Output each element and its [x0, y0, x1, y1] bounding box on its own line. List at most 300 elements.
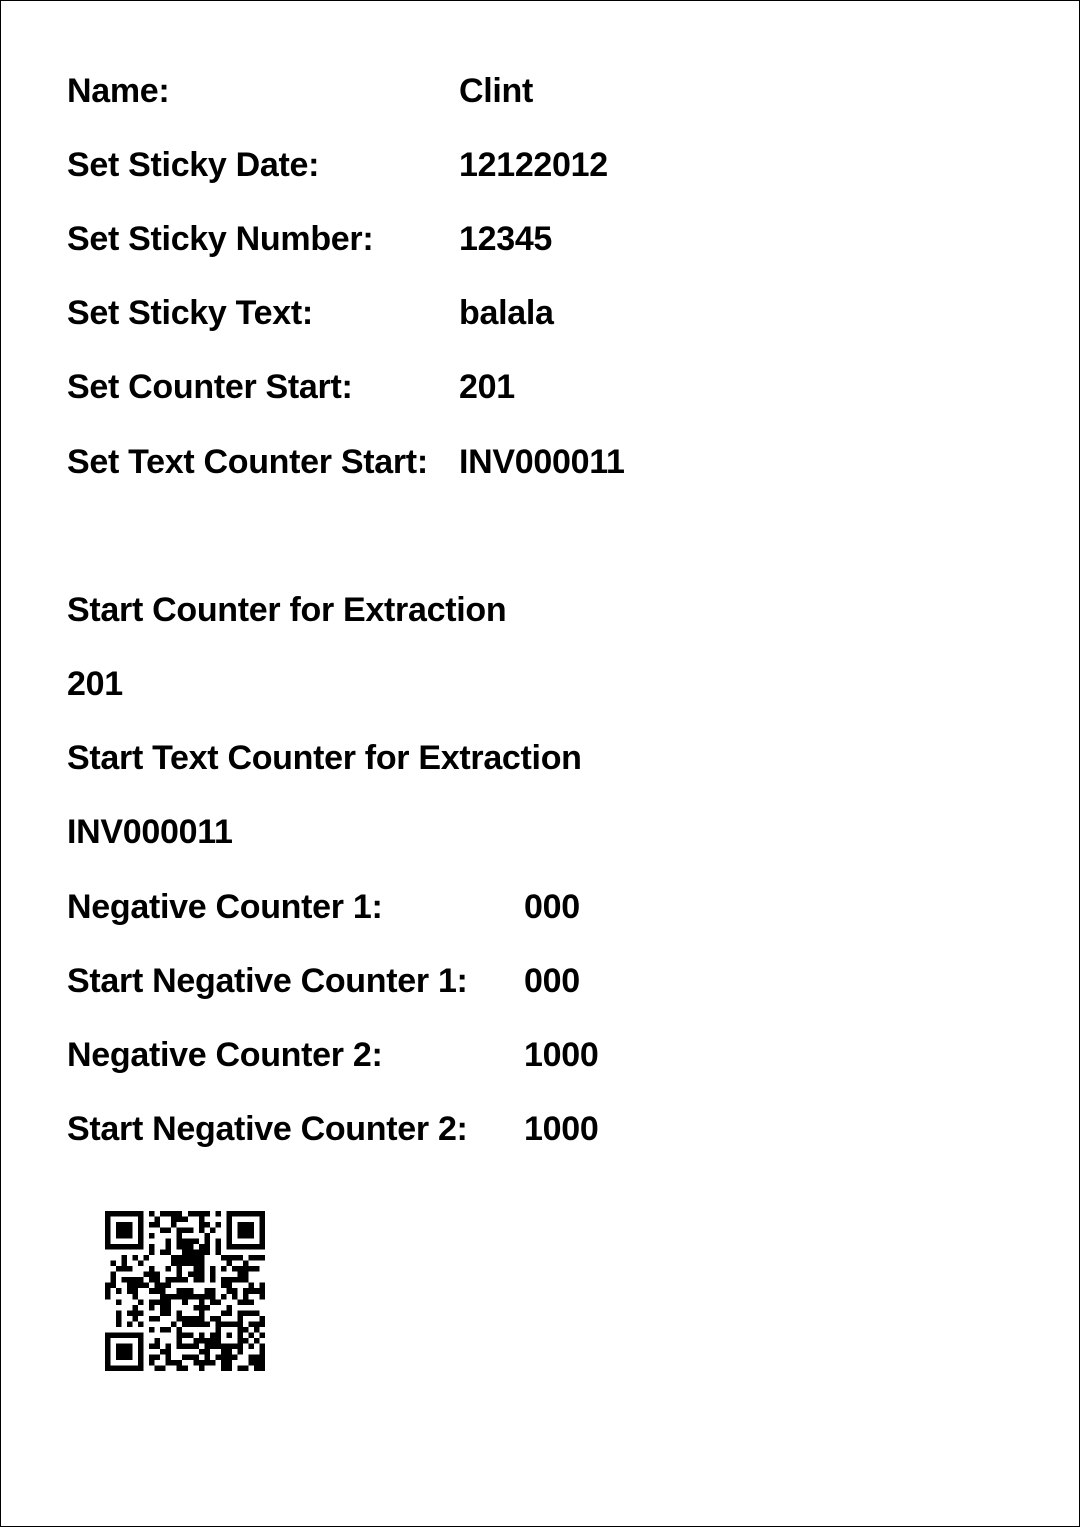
- qr-module: [127, 1332, 133, 1338]
- qr-module: [166, 1294, 172, 1300]
- qr-module: [237, 1365, 243, 1371]
- qr-module: [116, 1332, 122, 1338]
- qr-module: [122, 1277, 128, 1283]
- qr-module: [149, 1316, 155, 1322]
- field-label: Name:: [67, 72, 170, 110]
- qr-module: [259, 1354, 265, 1360]
- field-value: balala: [459, 294, 554, 332]
- qr-module: [243, 1266, 249, 1272]
- qr-module: [259, 1343, 265, 1349]
- qr-module: [138, 1299, 144, 1305]
- qr-module: [149, 1343, 155, 1349]
- qr-module: [133, 1277, 139, 1283]
- qr-module: [127, 1288, 133, 1294]
- qr-module: [155, 1217, 161, 1223]
- qr-module: [248, 1255, 254, 1261]
- field-label: Set Sticky Number:: [67, 220, 374, 258]
- qr-module: [155, 1338, 161, 1344]
- qr-module: [105, 1332, 111, 1338]
- qr-module: [221, 1310, 227, 1316]
- qr-module: [138, 1211, 144, 1217]
- qr-module: [138, 1217, 144, 1223]
- qr-module: [111, 1244, 117, 1250]
- qr-module: [204, 1349, 210, 1355]
- qr-module: [237, 1327, 243, 1333]
- qr-module: [215, 1244, 221, 1250]
- field-label: Negative Counter 2:: [67, 1036, 383, 1074]
- qr-module: [166, 1349, 172, 1355]
- qr-module: [215, 1316, 221, 1322]
- qr-code-icon: [105, 1211, 265, 1371]
- qr-module: [243, 1222, 249, 1228]
- qr-module: [243, 1327, 249, 1333]
- qr-module: [188, 1261, 194, 1267]
- qr-module: [155, 1288, 161, 1294]
- qr-module: [155, 1354, 161, 1360]
- qr-module: [177, 1338, 183, 1344]
- qr-module: [133, 1332, 139, 1338]
- qr-module: [204, 1305, 210, 1311]
- qr-module: [221, 1360, 227, 1366]
- qr-module: [166, 1228, 172, 1234]
- qr-module: [199, 1250, 205, 1256]
- field-name: [67, 71, 534, 111]
- qr-module: [199, 1365, 205, 1371]
- qr-module: [237, 1228, 243, 1234]
- qr-module: [171, 1277, 177, 1283]
- qr-module: [226, 1332, 232, 1338]
- qr-module: [177, 1316, 183, 1322]
- qr-module: [166, 1277, 172, 1283]
- qr-module: [155, 1299, 161, 1305]
- qr-module: [204, 1360, 210, 1366]
- qr-module: [166, 1343, 172, 1349]
- qr-module: [259, 1349, 265, 1355]
- qr-module: [105, 1349, 111, 1355]
- qr-module: [177, 1365, 183, 1371]
- qr-module: [237, 1316, 243, 1322]
- qr-module: [116, 1365, 122, 1371]
- qr-module: [248, 1321, 254, 1327]
- qr-module: [199, 1338, 205, 1344]
- qr-module: [237, 1211, 243, 1217]
- qr-module: [237, 1310, 243, 1316]
- qr-module: [133, 1316, 139, 1322]
- qr-module: [204, 1211, 210, 1217]
- qr-module: [259, 1316, 265, 1322]
- qr-module: [188, 1255, 194, 1261]
- qr-module: [204, 1244, 210, 1250]
- qr-module: [116, 1288, 122, 1294]
- qr-module: [199, 1360, 205, 1366]
- qr-module: [155, 1222, 161, 1228]
- qr-module: [105, 1217, 111, 1223]
- qr-module: [199, 1316, 205, 1322]
- qr-module: [182, 1228, 188, 1234]
- qr-module: [171, 1255, 177, 1261]
- qr-module: [248, 1222, 254, 1228]
- qr-module: [149, 1244, 155, 1250]
- qr-module: [193, 1211, 199, 1217]
- extraction-text-counter-value: INV000011: [67, 813, 233, 851]
- field-value: 1000: [524, 1036, 599, 1074]
- qr-module: [221, 1266, 227, 1272]
- qr-module: [127, 1343, 133, 1349]
- qr-module: [166, 1250, 172, 1256]
- qr-module: [204, 1294, 210, 1300]
- qr-module: [149, 1233, 155, 1239]
- qr-module: [221, 1354, 227, 1360]
- qr-module: [259, 1332, 265, 1338]
- qr-module: [215, 1239, 221, 1245]
- qr-module: [248, 1343, 254, 1349]
- qr-module: [226, 1321, 232, 1327]
- qr-module: [171, 1222, 177, 1228]
- qr-module: [243, 1244, 249, 1250]
- qr-module: [221, 1294, 227, 1300]
- qr-module: [226, 1261, 232, 1267]
- field-sticky-text: [67, 293, 554, 333]
- qr-module: [182, 1332, 188, 1338]
- qr-module: [248, 1299, 254, 1305]
- qr-module: [199, 1272, 205, 1278]
- qr-module: [149, 1354, 155, 1360]
- qr-module: [254, 1338, 260, 1344]
- qr-module: [188, 1228, 194, 1234]
- qr-module: [133, 1211, 139, 1217]
- field-sticky-number: [67, 219, 553, 259]
- qr-module: [226, 1288, 232, 1294]
- qr-module: [199, 1310, 205, 1316]
- qr-module: [199, 1255, 205, 1261]
- qr-module: [210, 1316, 216, 1322]
- qr-module: [182, 1354, 188, 1360]
- qr-module: [182, 1343, 188, 1349]
- qr-module: [193, 1266, 199, 1272]
- qr-module: [232, 1294, 238, 1300]
- qr-module: [221, 1349, 227, 1355]
- qr-module: [177, 1233, 183, 1239]
- qr-module: [226, 1222, 232, 1228]
- qr-module: [127, 1233, 133, 1239]
- qr-module: [155, 1316, 161, 1322]
- qr-module: [127, 1211, 133, 1217]
- field-label: Negative Counter 1:: [67, 888, 383, 926]
- qr-module: [221, 1283, 227, 1289]
- qr-module: [193, 1239, 199, 1245]
- qr-module: [116, 1299, 122, 1305]
- qr-module: [111, 1365, 117, 1371]
- qr-module: [204, 1250, 210, 1256]
- qr-module: [155, 1343, 161, 1349]
- qr-module: [138, 1233, 144, 1239]
- qr-module: [226, 1233, 232, 1239]
- qr-module: [116, 1222, 122, 1228]
- qr-module: [199, 1277, 205, 1283]
- qr-module: [221, 1277, 227, 1283]
- qr-module: [259, 1228, 265, 1234]
- qr-module: [138, 1321, 144, 1327]
- qr-module: [138, 1338, 144, 1344]
- qr-module: [105, 1288, 111, 1294]
- qr-module: [105, 1283, 111, 1289]
- qr-module: [182, 1250, 188, 1256]
- qr-module: [259, 1288, 265, 1294]
- qr-module: [188, 1244, 194, 1250]
- qr-module: [254, 1354, 260, 1360]
- qr-module: [171, 1321, 177, 1327]
- qr-module: [182, 1277, 188, 1283]
- qr-module: [166, 1310, 172, 1316]
- qr-module: [122, 1349, 128, 1355]
- qr-module: [127, 1244, 133, 1250]
- qr-module: [193, 1272, 199, 1278]
- qr-module: [138, 1310, 144, 1316]
- qr-module: [122, 1222, 128, 1228]
- qr-module: [226, 1343, 232, 1349]
- qr-module: [199, 1294, 205, 1300]
- qr-module: [193, 1360, 199, 1366]
- qr-module: [122, 1261, 128, 1267]
- qr-module: [138, 1261, 144, 1267]
- qr-module: [188, 1316, 194, 1322]
- qr-module: [259, 1283, 265, 1289]
- qr-module: [149, 1327, 155, 1333]
- qr-module: [133, 1244, 139, 1250]
- qr-module: [182, 1261, 188, 1267]
- qr-module: [127, 1266, 133, 1272]
- qr-module: [127, 1349, 133, 1355]
- qr-module: [182, 1321, 188, 1327]
- qr-module: [116, 1233, 122, 1239]
- qr-module: [177, 1217, 183, 1223]
- qr-module: [144, 1272, 150, 1278]
- qr-module: [133, 1305, 139, 1311]
- qr-module: [248, 1360, 254, 1366]
- field-counter-start: [67, 367, 515, 407]
- qr-module: [204, 1288, 210, 1294]
- qr-module: [243, 1365, 249, 1371]
- negative-counter-2: [67, 1035, 599, 1075]
- qr-module: [133, 1294, 139, 1300]
- qr-module: [188, 1294, 194, 1300]
- start-negative-counter-2: [67, 1109, 599, 1149]
- qr-module: [204, 1233, 210, 1239]
- qr-module: [111, 1261, 117, 1267]
- qr-module: [193, 1255, 199, 1261]
- qr-module: [182, 1365, 188, 1371]
- qr-module: [193, 1316, 199, 1322]
- qr-module: [248, 1211, 254, 1217]
- qr-module: [237, 1332, 243, 1338]
- qr-module: [149, 1266, 155, 1272]
- qr-module: [111, 1272, 117, 1278]
- qr-module: [177, 1261, 183, 1267]
- qr-module: [259, 1255, 265, 1261]
- qr-module: [177, 1266, 183, 1272]
- qr-module: [105, 1222, 111, 1228]
- qr-module: [155, 1277, 161, 1283]
- qr-module: [248, 1266, 254, 1272]
- qr-module: [221, 1255, 227, 1261]
- qr-module: [237, 1272, 243, 1278]
- qr-module: [226, 1217, 232, 1223]
- qr-module: [138, 1365, 144, 1371]
- qr-module: [199, 1228, 205, 1234]
- qr-module: [133, 1365, 139, 1371]
- qr-module: [116, 1349, 122, 1355]
- qr-module: [177, 1228, 183, 1234]
- qr-module: [210, 1288, 216, 1294]
- qr-module: [133, 1255, 139, 1261]
- qr-module: [248, 1228, 254, 1234]
- qr-module: [122, 1343, 128, 1349]
- qr-module: [122, 1244, 128, 1250]
- qr-module: [138, 1228, 144, 1234]
- qr-module: [199, 1222, 205, 1228]
- qr-module: [259, 1294, 265, 1300]
- qr-module: [138, 1354, 144, 1360]
- qr-module: [210, 1272, 216, 1278]
- qr-module: [182, 1255, 188, 1261]
- qr-module: [199, 1332, 205, 1338]
- qr-module: [122, 1365, 128, 1371]
- qr-module: [166, 1239, 172, 1245]
- qr-module: [243, 1338, 249, 1344]
- qr-module: [177, 1288, 183, 1294]
- qr-module: [138, 1343, 144, 1349]
- qr-module: [138, 1349, 144, 1355]
- qr-module: [160, 1294, 166, 1300]
- qr-module: [144, 1283, 150, 1289]
- qr-module: [111, 1277, 117, 1283]
- qr-module: [160, 1283, 166, 1289]
- qr-module: [193, 1354, 199, 1360]
- qr-module: [259, 1222, 265, 1228]
- qr-module: [232, 1343, 238, 1349]
- qr-module: [199, 1305, 205, 1311]
- qr-module: [111, 1211, 117, 1217]
- qr-module: [237, 1338, 243, 1344]
- qr-module: [177, 1343, 183, 1349]
- qr-module: [149, 1277, 155, 1283]
- field-label: Start Negative Counter 1:: [67, 962, 468, 1000]
- field-value: INV000011: [459, 443, 625, 481]
- qr-module: [248, 1288, 254, 1294]
- qr-module: [133, 1310, 139, 1316]
- qr-module: [177, 1272, 183, 1278]
- qr-module: [226, 1354, 232, 1360]
- qr-module: [177, 1332, 183, 1338]
- qr-module: [210, 1360, 216, 1366]
- qr-module: [177, 1277, 183, 1283]
- qr-module: [122, 1354, 128, 1360]
- qr-module: [232, 1211, 238, 1217]
- qr-module: [188, 1211, 194, 1217]
- qr-module: [171, 1217, 177, 1223]
- qr-module: [122, 1211, 128, 1217]
- qr-module: [232, 1266, 238, 1272]
- qr-module: [237, 1299, 243, 1305]
- qr-module: [254, 1360, 260, 1366]
- qr-module: [155, 1283, 161, 1289]
- extraction-counter-heading: Start Counter for Extraction: [67, 591, 507, 629]
- qr-module: [232, 1255, 238, 1261]
- qr-module: [204, 1239, 210, 1245]
- qr-module: [138, 1360, 144, 1366]
- qr-module: [237, 1233, 243, 1239]
- qr-module: [226, 1360, 232, 1366]
- qr-module: [182, 1217, 188, 1223]
- qr-module: [199, 1244, 205, 1250]
- field-value: Clint: [459, 72, 534, 110]
- qr-module: [259, 1365, 265, 1371]
- qr-module: [226, 1283, 232, 1289]
- qr-module: [138, 1222, 144, 1228]
- qr-module: [177, 1211, 183, 1217]
- qr-module: [182, 1239, 188, 1245]
- qr-module: [127, 1228, 133, 1234]
- qr-module: [193, 1343, 199, 1349]
- qr-module: [199, 1299, 205, 1305]
- qr-module: [188, 1332, 194, 1338]
- qr-module: [149, 1211, 155, 1217]
- qr-module: [237, 1277, 243, 1283]
- qr-module: [243, 1310, 249, 1316]
- qr-module: [254, 1365, 260, 1371]
- qr-module: [226, 1277, 232, 1283]
- qr-module: [188, 1250, 194, 1256]
- qr-module: [116, 1211, 122, 1217]
- qr-module: [166, 1244, 172, 1250]
- qr-module: [105, 1211, 111, 1217]
- qr-module: [232, 1354, 238, 1360]
- qr-module: [221, 1365, 227, 1371]
- qr-module: [127, 1277, 133, 1283]
- qr-module: [166, 1360, 172, 1366]
- qr-module: [199, 1211, 205, 1217]
- qr-module: [149, 1250, 155, 1256]
- qr-module: [160, 1365, 166, 1371]
- qr-module: [116, 1228, 122, 1234]
- qr-module: [237, 1266, 243, 1272]
- qr-module: [127, 1283, 133, 1289]
- qr-module: [116, 1266, 122, 1272]
- qr-module: [259, 1239, 265, 1245]
- qr-module: [116, 1354, 122, 1360]
- qr-module: [122, 1228, 128, 1234]
- qr-module: [122, 1233, 128, 1239]
- qr-module: [111, 1332, 117, 1338]
- qr-module: [177, 1239, 183, 1245]
- qr-module: [243, 1211, 249, 1217]
- qr-module: [166, 1305, 172, 1311]
- qr-module: [116, 1310, 122, 1316]
- qr-module: [160, 1349, 166, 1355]
- field-value: 12345: [459, 220, 553, 258]
- qr-module: [232, 1244, 238, 1250]
- qr-module: [182, 1244, 188, 1250]
- qr-module: [248, 1244, 254, 1250]
- qr-module: [237, 1343, 243, 1349]
- qr-module: [254, 1288, 260, 1294]
- qr-module: [210, 1294, 216, 1300]
- qr-module: [259, 1211, 265, 1217]
- qr-module: [237, 1255, 243, 1261]
- field-label: Start Negative Counter 2:: [67, 1110, 468, 1148]
- qr-module: [210, 1266, 216, 1272]
- qr-module: [149, 1272, 155, 1278]
